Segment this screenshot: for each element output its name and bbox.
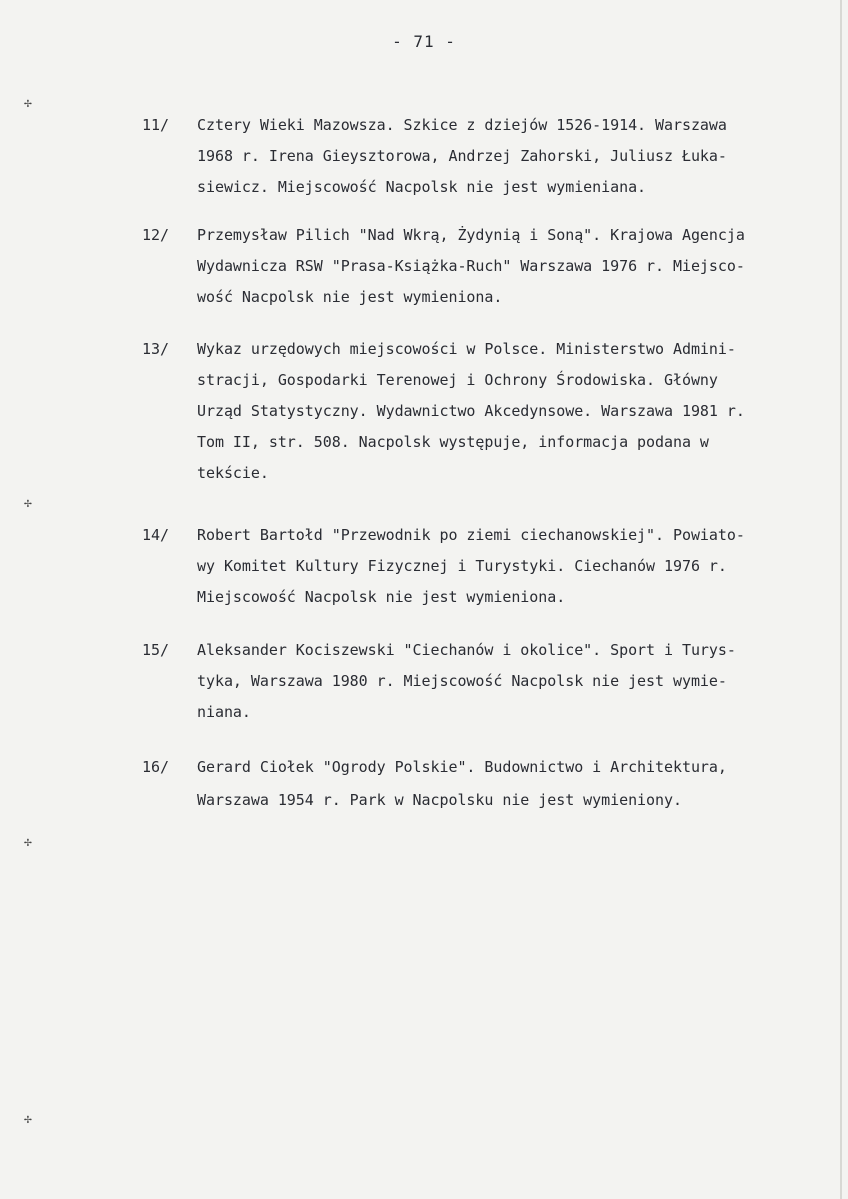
entry-line: tyka, Warszawa 1980 r. Miejscowość Nacpolsk nie jest wymie- xyxy=(197,672,727,690)
entry-line: niana. xyxy=(197,703,251,721)
entry-line: Aleksander Kociszewski "Ciechanów i okolice". Sport i Turys- xyxy=(197,641,736,659)
entry-line: 1968 r. Irena Gieysztorowa, Andrzej Zahorski, Juliusz Łuka- xyxy=(197,147,727,165)
entry-line: Przemysław Pilich "Nad Wkrą, Żydynią i Soną". Krajowa Agencja xyxy=(197,226,745,244)
entry-number: 11/ xyxy=(142,116,170,134)
page-edge xyxy=(840,0,842,1199)
entry-line: wy Komitet Kultury Fizycznej i Turystyki. Ciechanów 1976 r. xyxy=(197,557,727,575)
entry-line: stracji, Gospodarki Terenowej i Ochrony Środowiska. Główny xyxy=(197,371,718,389)
binding-hole-mark: ✢ xyxy=(24,1112,32,1127)
entry-line: wość Nacpolsk nie jest wymieniona. xyxy=(197,288,503,306)
entry-line: Robert Bartołd "Przewodnik po ziemi ciechanowskiej". Powiato- xyxy=(197,526,745,544)
entry-line: Gerard Ciołek "Ogrody Polskie". Budownictwo i Architektura, xyxy=(197,758,727,776)
entry-line: Urząd Statystyczny. Wydawnictwo Akcedynsowe. Warszawa 1981 r. xyxy=(197,402,745,420)
entry-number: 16/ xyxy=(142,758,170,776)
entry-number: 15/ xyxy=(142,641,170,659)
entry-line: Warszawa 1954 r. Park w Nacpolsku nie jest wymieniony. xyxy=(197,791,682,809)
entry-line: Tom II, str. 508. Nacpolsk występuje, informacja podana w xyxy=(197,433,709,451)
entry-number: 14/ xyxy=(142,526,170,544)
binding-hole-mark: ✢ xyxy=(24,835,32,850)
page-number: - 71 - xyxy=(392,32,456,51)
binding-hole-mark: ✢ xyxy=(24,96,32,111)
entry-line: Wydawnicza RSW "Prasa-Książka-Ruch" Warszawa 1976 r. Miejsco- xyxy=(197,257,745,275)
entry-number: 13/ xyxy=(142,340,170,358)
entry-line: siewicz. Miejscowość Nacpolsk nie jest wymieniana. xyxy=(197,178,647,196)
entry-line: tekście. xyxy=(197,464,269,482)
entry-number: 12/ xyxy=(142,226,170,244)
entry-line: Wykaz urzędowych miejscowości w Polsce. Ministerstwo Admini- xyxy=(197,340,736,358)
entry-line: Cztery Wieki Mazowsza. Szkice z dziejów 1526-1914. Warszawa xyxy=(197,116,727,134)
entry-line: Miejscowość Nacpolsk nie jest wymieniona. xyxy=(197,588,566,606)
binding-hole-mark: ✢ xyxy=(24,496,32,511)
